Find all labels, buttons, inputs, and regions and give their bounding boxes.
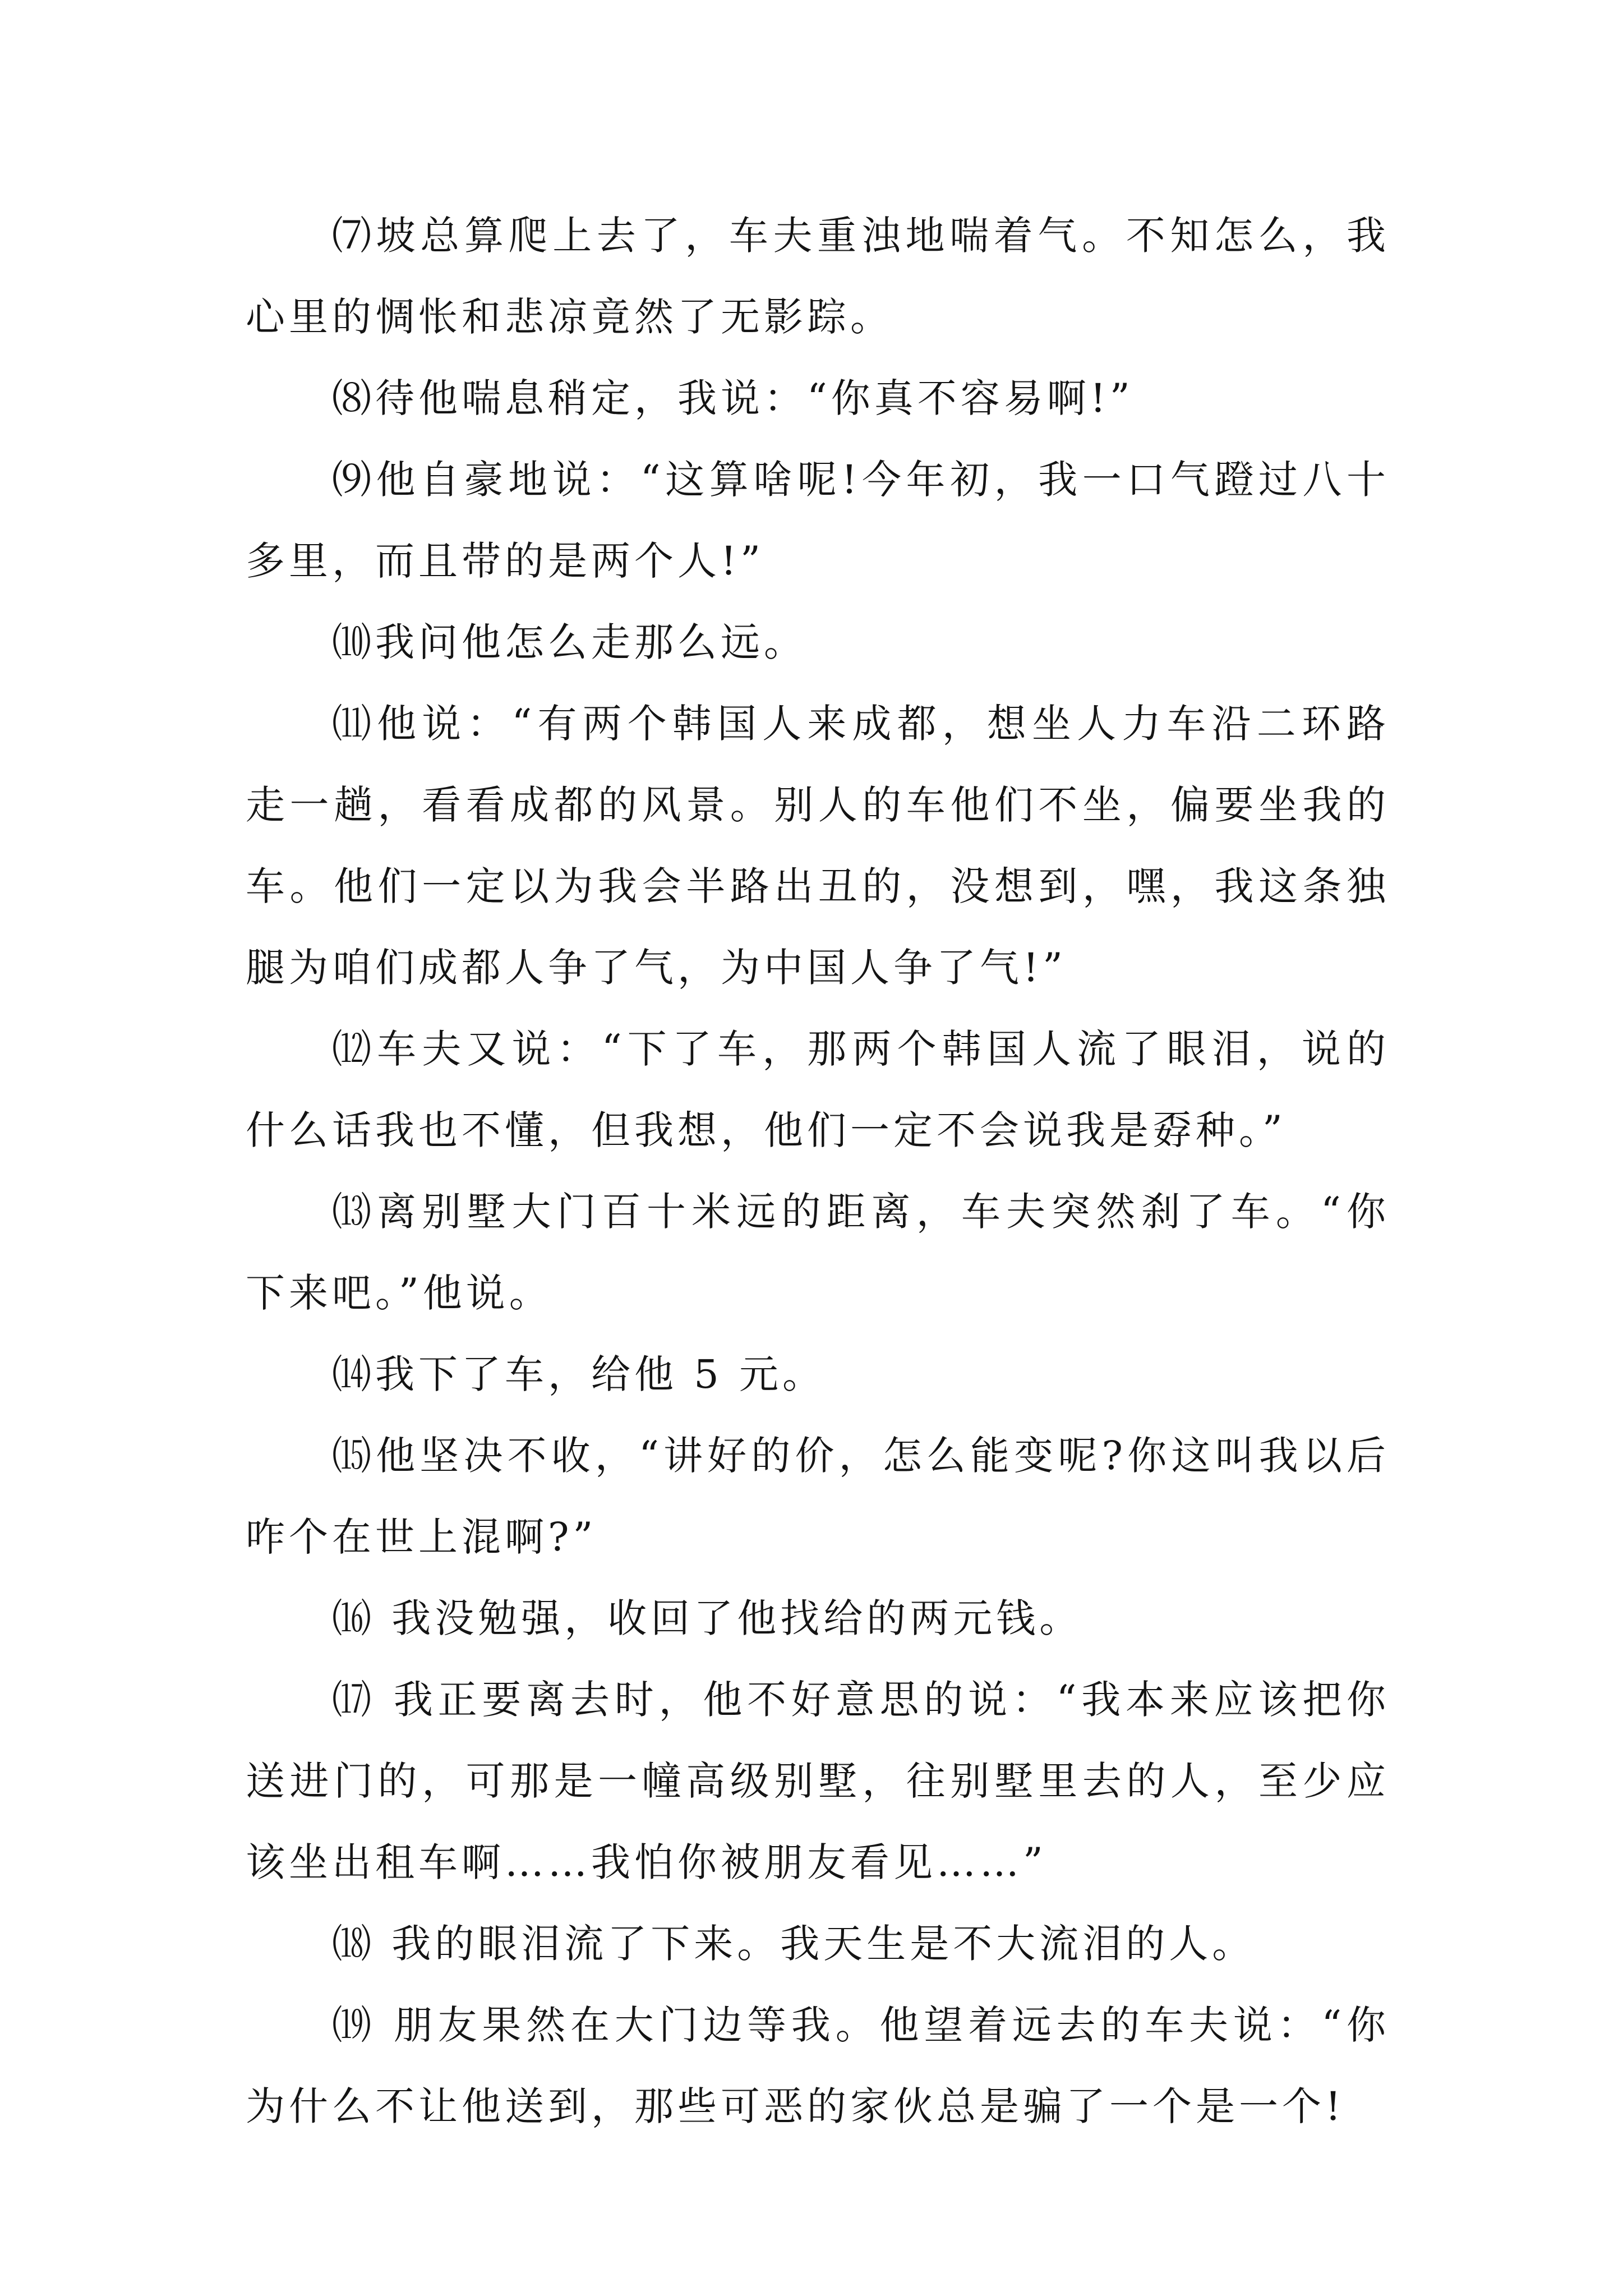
document-body [246,195,1390,2147]
paragraph-19: ⒆ 朋友果然在大门边等我。他望着远去的车夫说：“你为什么不让他送到，那些可恶的家伙总是骗了一个是一个! [246,2002,1390,2129]
paragraph-10: ⑽我问他怎么走那么远。 [332,619,807,665]
paragraph-11: ⑾他说：“有两个韩国人来成都，想坐人力车沿二环路走一趟，看看成都的风景。别人的车他们不坐，偏要坐我的车。他们一定以为我会半路出丑的，没想到，嘿，我这条独腿为咱们成都人争了气，为中国人争了气!” [246,701,1390,991]
paragraph-9: ⑼他自豪地说：“这算啥呢!今年初，我一口气蹬过八十多里，而且带的是两个人!” [246,457,1390,584]
paragraph-15: ⒂他坚决不收，“讲好的价，怎么能变呢?你这叫我以后咋个在世上混啊?” [246,1433,1390,1560]
paragraph-17: ⒄ 我正要离去时，他不好意思的说：“我本来应该把你送进门的，可那是一幢高级别墅，往别墅里去的人，至少应该坐出租车啊……我怕你被朋友看见……” [246,1677,1390,1885]
paragraph-13: ⒀离别墅大门百十米远的距离，车夫突然刹了车。“你下来吧。”他说。 [246,1189,1390,1316]
paragraph-7: ⑺坡总算爬上去了，车夫重浊地喘着气。不知怎么，我心里的惆怅和悲凉竟然了无影踪。 [246,213,1390,340]
paragraph-8: ⑻待他喘息稍定，我说：“你真不容易啊!” [332,375,1134,421]
paragraph-12: ⑿车夫又说：“下了车，那两个韩国人流了眼泪，说的什么话我也不懂，但我想，他们一定不会说我是孬种。” [246,1026,1390,1153]
paragraph-14: ⒁我下了车，给他 5 元。 [332,1351,826,1397]
paragraph-18: ⒅ 我的眼泪流了下来。我天生是不大流泪的人。 [332,1921,1256,1967]
paragraph-16: ⒃ 我没勉强，收回了他找给的两元钱。 [332,1595,1083,1641]
